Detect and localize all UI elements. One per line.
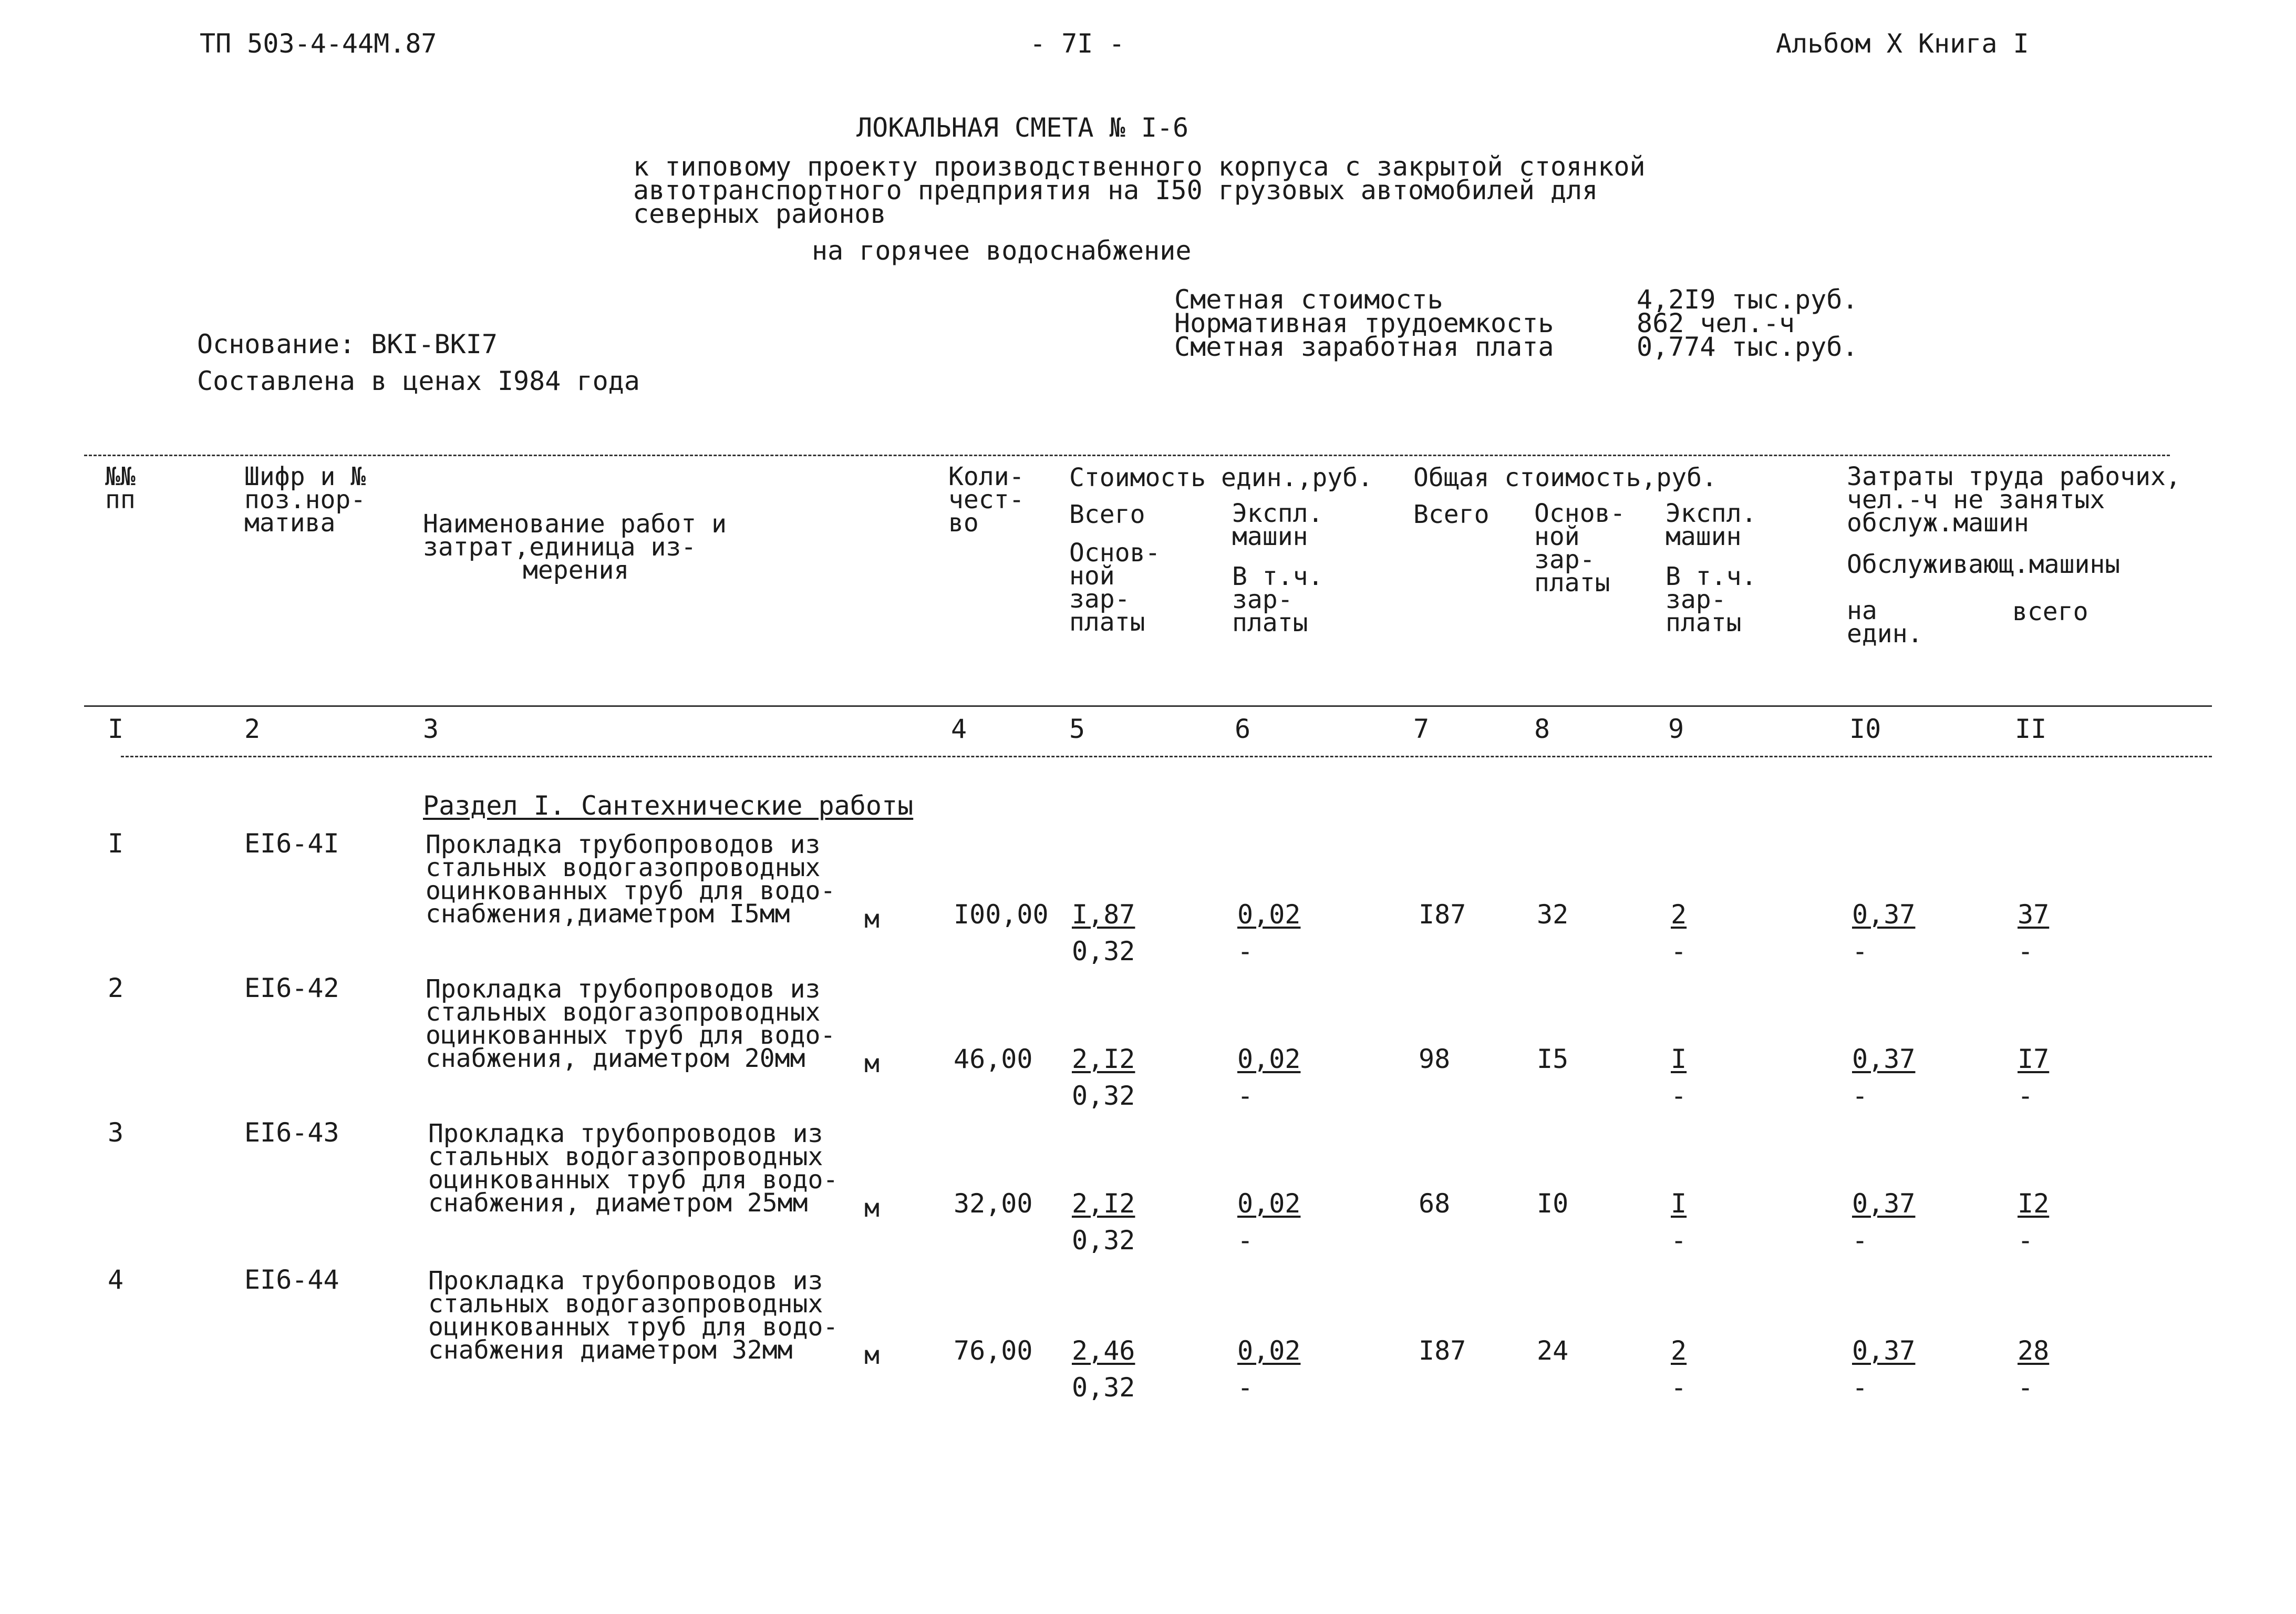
- col-header-unit-wage: Основ- ной зар- платы: [1069, 538, 1161, 637]
- row-total-machine-wage: -: [1671, 1225, 1687, 1256]
- row-number: 4: [108, 1265, 124, 1295]
- col-header-labor-per-unit: на един.: [1847, 596, 1923, 649]
- row-quantity: 46,00: [954, 1044, 1033, 1074]
- row-code: EI6-42: [244, 973, 339, 1003]
- column-numbers-rule: [121, 756, 2212, 757]
- row-labor-per-unit: 0,37: [1852, 1044, 1916, 1074]
- row-unit-machines: 0,02: [1237, 1335, 1301, 1366]
- col-number: 3: [423, 714, 439, 744]
- row-unit-wage: 0,32: [1072, 1372, 1135, 1403]
- basis-line: Основание: ВКI-ВКI7: [197, 329, 498, 359]
- labor-value: 862 чел.-ч: [1637, 308, 1795, 338]
- row-labor-per-unit-sub: -: [1852, 1225, 1868, 1256]
- row-total-machines: 2: [1671, 899, 1687, 930]
- col-header-total: Всего: [1413, 500, 1490, 529]
- col-header-labor-total: всего: [2012, 597, 2088, 626]
- row-name: Прокладка трубопроводов из стальных водогазопроводных оцинкованных труб для водо- снабжения, диаметром 25мм: [428, 1119, 839, 1218]
- row-labor-total: I2: [2018, 1188, 2050, 1219]
- row-total-cost: I87: [1419, 1335, 1466, 1366]
- col-number: 4: [951, 714, 967, 744]
- row-unit-cost: 2,46: [1072, 1335, 1135, 1366]
- col-number: 9: [1668, 714, 1684, 744]
- row-unit-wage: 0,32: [1072, 1225, 1135, 1256]
- row-total-cost: I87: [1419, 899, 1466, 930]
- col-header-total-wage: Основ- ной зар- платы: [1534, 499, 1626, 598]
- row-labor-total: 37: [2018, 899, 2050, 930]
- col-header-unit-machine-wage: В т.ч. зар- платы: [1232, 562, 1323, 638]
- row-unit: м: [864, 1341, 880, 1370]
- row-quantity: 76,00: [954, 1335, 1033, 1366]
- row-total-cost: 98: [1419, 1044, 1451, 1074]
- cost-label: Сметная стоимость: [1174, 284, 1443, 315]
- page-number: - 7I -: [1030, 28, 1125, 59]
- col-number: 8: [1534, 714, 1550, 744]
- estimate-subject: на горячее водоснабжение: [812, 235, 1192, 266]
- row-labor-total-sub: -: [2018, 1225, 2034, 1256]
- col-header-labor-machines: Обслуживающ.машины: [1847, 550, 2121, 579]
- col-header-total-machines: Экспл. машин: [1666, 499, 1757, 551]
- title-line-3: северных районов: [633, 199, 886, 229]
- row-labor-per-unit-sub: -: [1852, 1372, 1868, 1403]
- row-number: 2: [108, 973, 124, 1003]
- row-unit-machines: 0,02: [1237, 1044, 1301, 1074]
- row-labor-total-sub: -: [2018, 1081, 2034, 1111]
- cost-value: 4,2I9 тыс.руб.: [1637, 284, 1858, 315]
- row-unit: м: [864, 1194, 880, 1223]
- row-total-machines: I: [1671, 1188, 1687, 1219]
- col-header-total-cost: Общая стоимость,руб.: [1413, 463, 1717, 492]
- row-unit-machines: 0,02: [1237, 899, 1301, 930]
- col-number: 7: [1413, 714, 1430, 744]
- row-unit-wage: 0,32: [1072, 936, 1135, 967]
- row-unit-machine-wage: -: [1237, 936, 1254, 967]
- row-total-cost: 68: [1419, 1188, 1451, 1219]
- col-header-quantity: Коли- чест- во: [948, 462, 1025, 538]
- col-header-unit-total: Всего: [1069, 500, 1145, 529]
- col-header-name: Наименование работ и затрат,единица из- мерения: [423, 509, 727, 585]
- row-total-machine-wage: -: [1671, 1081, 1687, 1111]
- row-total-wage: 32: [1537, 899, 1569, 930]
- labor-label: Нормативная трудоемкость: [1174, 308, 1554, 338]
- row-total-wage: I5: [1537, 1044, 1569, 1074]
- row-code: EI6-4I: [244, 828, 339, 859]
- col-number: II: [2015, 714, 2047, 744]
- col-header-num: №№ пп: [105, 462, 136, 515]
- row-total-machine-wage: -: [1671, 936, 1687, 967]
- row-code: EI6-43: [244, 1117, 339, 1148]
- row-total-wage: 24: [1537, 1335, 1569, 1366]
- row-unit: м: [864, 904, 880, 934]
- estimate-title: ЛОКАЛЬНАЯ СМЕТА № I-6: [856, 112, 1189, 143]
- col-header-unit-machines: Экспл. машин: [1232, 499, 1323, 551]
- col-number: 2: [244, 714, 261, 744]
- row-unit-machine-wage: -: [1237, 1372, 1254, 1403]
- row-labor-per-unit-sub: -: [1852, 936, 1868, 967]
- row-labor-total-sub: -: [2018, 936, 2034, 967]
- doc-code: ТП 503-4-44М.87: [200, 28, 437, 59]
- row-unit: м: [864, 1049, 880, 1078]
- col-header-unit-cost: Стоимость един.,руб.: [1069, 463, 1373, 492]
- row-name: Прокладка трубопроводов из стальных водогазопроводных оцинкованных труб для водо- снабжения,диаметром I5мм: [426, 830, 836, 929]
- row-unit-cost: 2,I2: [1072, 1044, 1135, 1074]
- row-number: I: [108, 828, 124, 859]
- row-total-machines: 2: [1671, 1335, 1687, 1366]
- row-quantity: I00,00: [954, 899, 1049, 930]
- row-total-machine-wage: -: [1671, 1372, 1687, 1403]
- table-top-rule: [84, 455, 2170, 456]
- price-level-line: Составлена в ценах I984 года: [197, 366, 640, 396]
- row-number: 3: [108, 1117, 124, 1148]
- row-labor-total-sub: -: [2018, 1372, 2034, 1403]
- header-rule: [84, 705, 2212, 707]
- row-unit-cost: I,87: [1072, 899, 1135, 930]
- col-number: I0: [1849, 714, 1881, 744]
- col-number: 5: [1069, 714, 1085, 744]
- wage-label: Сметная заработная плата: [1174, 332, 1554, 362]
- row-labor-per-unit: 0,37: [1852, 1188, 1916, 1219]
- row-quantity: 32,00: [954, 1188, 1033, 1219]
- row-name: Прокладка трубопроводов из стальных водогазопроводных оцинкованных труб для водо- снабжения, диаметром 20мм: [426, 974, 836, 1073]
- section-title: Раздел I. Сантехнические работы: [423, 790, 914, 821]
- title-line-1: к типовому проекту производственного корпуса с закрытой стоянкой: [633, 151, 1646, 182]
- row-total-wage: I0: [1537, 1188, 1569, 1219]
- row-labor-per-unit-sub: -: [1852, 1081, 1868, 1111]
- row-name: Прокладка трубопроводов из стальных водогазопроводных оцинкованных труб для водо- снабжения диаметром 32мм: [428, 1266, 839, 1365]
- col-number: 6: [1235, 714, 1251, 744]
- col-number: I: [108, 714, 124, 744]
- col-header-labor: Затраты труда рабочих, чел.-ч не занятых обслуж.машин: [1847, 462, 2181, 538]
- row-labor-total: I7: [2018, 1044, 2050, 1074]
- row-labor-total: 28: [2018, 1335, 2050, 1366]
- row-unit-cost: 2,I2: [1072, 1188, 1135, 1219]
- row-unit-wage: 0,32: [1072, 1081, 1135, 1111]
- col-header-code: Шифр и № поз.нор- матива: [244, 462, 366, 538]
- row-unit-machine-wage: -: [1237, 1081, 1254, 1111]
- row-total-machines: I: [1671, 1044, 1687, 1074]
- row-labor-per-unit: 0,37: [1852, 899, 1916, 930]
- row-unit-machines: 0,02: [1237, 1188, 1301, 1219]
- col-header-total-machine-wage: В т.ч. зар- платы: [1666, 562, 1757, 638]
- row-labor-per-unit: 0,37: [1852, 1335, 1916, 1366]
- wage-value: 0,774 тыс.руб.: [1637, 332, 1858, 362]
- row-unit-machine-wage: -: [1237, 1225, 1254, 1256]
- title-line-2: автотранспортного предприятия на I50 грузовых автомобилей для: [633, 175, 1598, 205]
- row-code: EI6-44: [244, 1265, 339, 1295]
- album-label: Альбом X Книга I: [1776, 28, 2029, 59]
